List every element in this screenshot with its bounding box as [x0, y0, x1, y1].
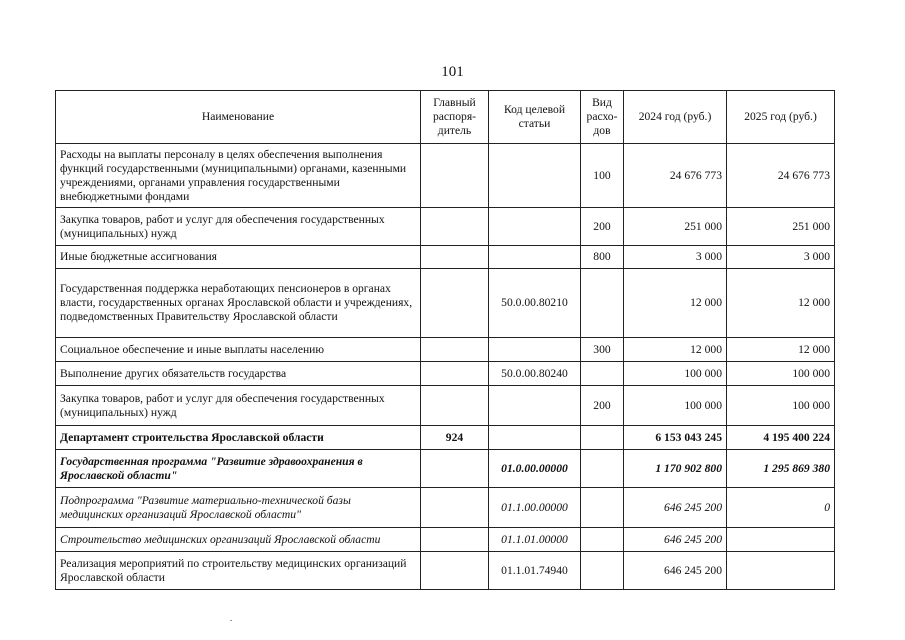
- cell-2025: [727, 552, 835, 590]
- header-name: Наименование: [56, 91, 421, 144]
- cell-code: 50.0.00.80210: [489, 269, 581, 338]
- cell-code: 01.1.01.00000: [489, 528, 581, 552]
- header-type: Вид расхо-дов: [581, 91, 624, 144]
- table-row: [56, 426, 835, 450]
- cell-admin: [421, 208, 489, 246]
- cell-name: Подпрограмма "Развитие материально-технической базы медицинских организаций Ярославской области": [56, 488, 421, 528]
- cell-name: Выполнение других обязательств государства: [56, 362, 421, 386]
- cell-2024: 646 245 200: [624, 488, 727, 528]
- cell-name: Государственная программа "Развитие здравоохранения в Ярославской области": [56, 450, 421, 488]
- cell-2024: 100 000: [624, 362, 727, 386]
- cell-name: Строительство медицинских организаций Ярославской области: [56, 528, 421, 552]
- cell-code: 01.1.01.74940: [489, 552, 581, 590]
- cell-2025: 100 000: [727, 362, 835, 386]
- header-code: Код целевой статьи: [489, 91, 581, 144]
- cell-code: [489, 246, 581, 269]
- table-row: [56, 362, 835, 386]
- cell-name: Социальное обеспечение и иные выплаты населению: [56, 338, 421, 362]
- cell-admin: [421, 246, 489, 269]
- table-row: [56, 528, 835, 552]
- cell-name: Закупка товаров, работ и услуг для обеспечения государственных (муниципальных) нужд: [56, 208, 421, 246]
- cell-name: Государственная поддержка неработающих пенсионеров в органах власти, государственных органах Ярославской области и учреждениях, подведомственных Правительству Ярославской области: [56, 269, 421, 338]
- cell-2024: 3 000: [624, 246, 727, 269]
- header-2025: 2025 год (руб.): [727, 91, 835, 144]
- cell-code: [489, 208, 581, 246]
- cell-admin: [421, 362, 489, 386]
- cell-type: [581, 552, 624, 590]
- cell-type: 800: [581, 246, 624, 269]
- table-row: [56, 488, 835, 528]
- cell-2024: 1 170 902 800: [624, 450, 727, 488]
- cell-admin: [421, 269, 489, 338]
- cell-code: 01.0.00.00000: [489, 450, 581, 488]
- cell-type: [581, 528, 624, 552]
- cell-type: 300: [581, 338, 624, 362]
- cell-type: [581, 450, 624, 488]
- cell-name: Департамент строительства Ярославской области: [56, 426, 421, 450]
- cell-type: [581, 426, 624, 450]
- cell-2024: 251 000: [624, 208, 727, 246]
- cell-admin: [421, 338, 489, 362]
- cell-admin: [421, 488, 489, 528]
- cell-code: [489, 426, 581, 450]
- budget-table: [55, 90, 835, 590]
- cell-2025: [727, 528, 835, 552]
- cell-2025: 100 000: [727, 386, 835, 426]
- table-row: [56, 269, 835, 338]
- table-row: [56, 552, 835, 590]
- cell-2025: 0: [727, 488, 835, 528]
- cell-name: Закупка товаров, работ и услуг для обеспечения государственных (муниципальных) нужд: [56, 386, 421, 426]
- cell-2025: 24 676 773: [727, 144, 835, 208]
- table-row: [56, 144, 835, 208]
- cell-code: 50.0.00.80240: [489, 362, 581, 386]
- cell-admin: [421, 144, 489, 208]
- cell-2024: 12 000: [624, 338, 727, 362]
- cell-type: [581, 488, 624, 528]
- cell-admin: [421, 450, 489, 488]
- cell-2025: 251 000: [727, 208, 835, 246]
- header-admin: Главный распоря-дитель: [421, 91, 489, 144]
- table-row: [56, 338, 835, 362]
- cell-admin: [421, 386, 489, 426]
- scan-speck: [230, 620, 232, 621]
- cell-admin: 924: [421, 426, 489, 450]
- cell-2024: 6 153 043 245: [624, 426, 727, 450]
- cell-type: 200: [581, 208, 624, 246]
- cell-2025: 12 000: [727, 338, 835, 362]
- cell-type: 100: [581, 144, 624, 208]
- table-header-row: [56, 91, 835, 144]
- cell-2024: 24 676 773: [624, 144, 727, 208]
- cell-2025: 12 000: [727, 269, 835, 338]
- cell-2025: 4 195 400 224: [727, 426, 835, 450]
- header-2024: 2024 год (руб.): [624, 91, 727, 144]
- table-row: [56, 386, 835, 426]
- cell-2024: 100 000: [624, 386, 727, 426]
- cell-type: [581, 269, 624, 338]
- cell-name: Иные бюджетные ассигнования: [56, 246, 421, 269]
- cell-2024: 12 000: [624, 269, 727, 338]
- cell-admin: [421, 552, 489, 590]
- cell-type: 200: [581, 386, 624, 426]
- cell-code: [489, 144, 581, 208]
- table-row: [56, 246, 835, 269]
- cell-name: Реализация мероприятий по строительству медицинских организаций Ярославской области: [56, 552, 421, 590]
- table-row: [56, 450, 835, 488]
- cell-2025: 1 295 869 380: [727, 450, 835, 488]
- cell-2024: 646 245 200: [624, 528, 727, 552]
- cell-2025: 3 000: [727, 246, 835, 269]
- page-number: 101: [441, 64, 464, 80]
- cell-type: [581, 362, 624, 386]
- cell-2024: 646 245 200: [624, 552, 727, 590]
- cell-name: Расходы на выплаты персоналу в целях обеспечения выполнения функций государственными (муниципальными) органами, казенными учреждениями, органами управления государственными внебюджетными фондами: [56, 144, 421, 208]
- table-row: [56, 208, 835, 246]
- cell-code: [489, 386, 581, 426]
- cell-admin: [421, 528, 489, 552]
- cell-code: 01.1.00.00000: [489, 488, 581, 528]
- cell-code: [489, 338, 581, 362]
